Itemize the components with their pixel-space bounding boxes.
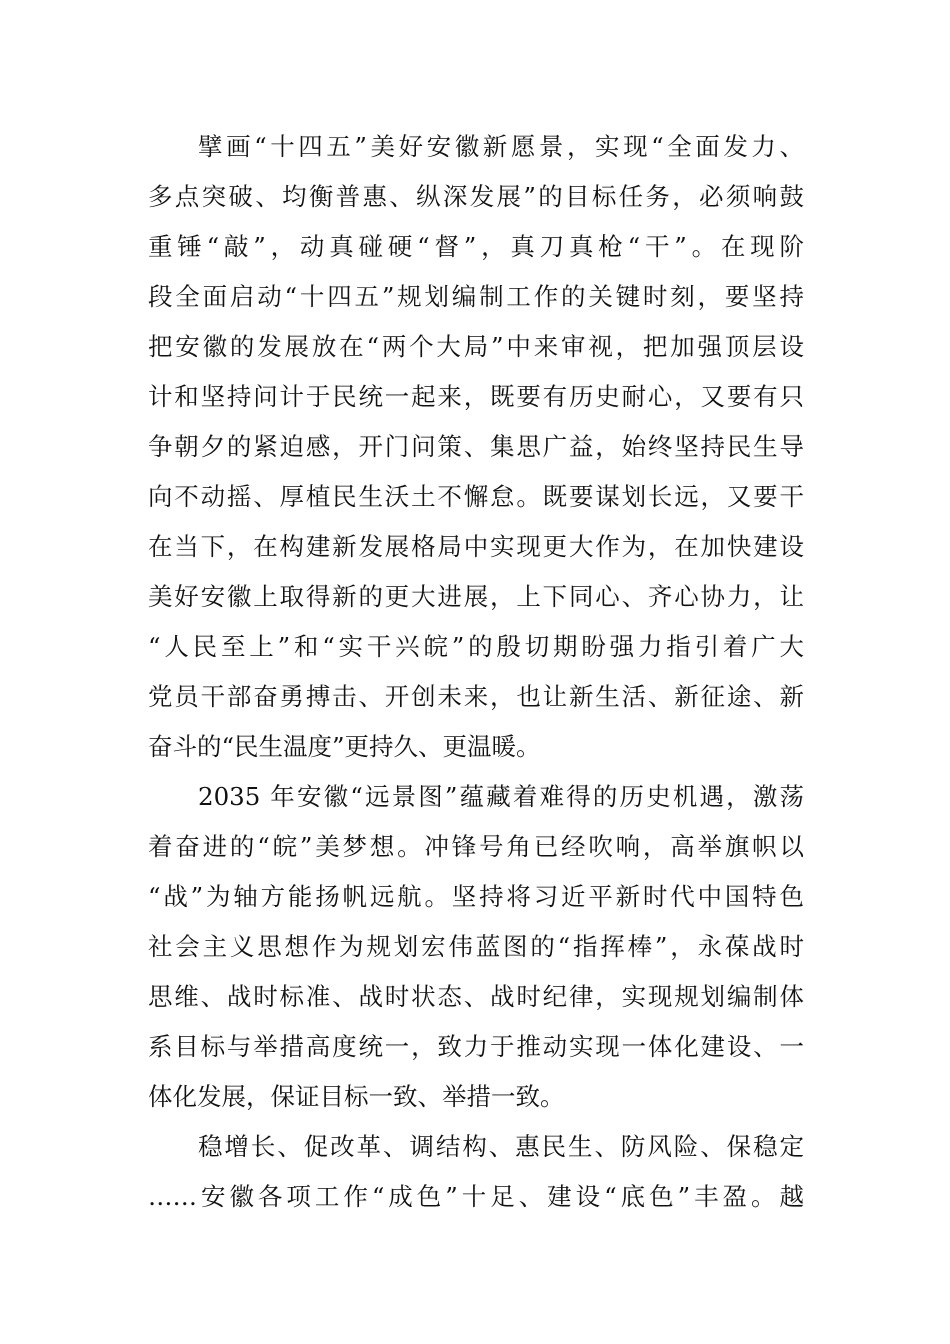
paragraph-2-line-4: 社会主义思想作为规划宏伟蓝图的“指挥棒”，永葆战时 <box>148 932 804 961</box>
paragraph-1-line-5: 把安徽的发展放在“两个大局”中来审视，把加强顶层设 <box>148 332 804 361</box>
paragraph-3-line-1: 稳增长、促改革、调结构、惠民生、防风险、保稳定 <box>198 1132 804 1161</box>
paragraph-3-line-2: ……安徽各项工作“成色”十足、建设“底色”丰盈。越 <box>148 1182 804 1211</box>
paragraph-2-line-6: 系目标与举措高度统一，致力于推动实现一体化建设、一 <box>148 1032 804 1061</box>
paragraph-1-line-3: 重锤“敲”，动真碰硬“督”，真刀真枪“干”。在现阶 <box>148 232 804 261</box>
paragraph-2-line-3: “战”为轴方能扬帆远航。坚持将习近平新时代中国特色 <box>148 882 804 911</box>
paragraph-2-line-1: 2035 年安徽“远景图”蕴藏着难得的历史机遇，激荡 <box>198 782 804 811</box>
paragraph-1-line-2: 多点突破、均衡普惠、纵深发展”的目标任务，必须响鼓 <box>148 182 804 211</box>
paragraph-1-line-13: 奋斗的“民生温度”更持久、更温暖。 <box>148 732 541 761</box>
paragraph-1-line-11: “人民至上”和“实干兴皖”的殷切期盼强力指引着广大 <box>148 632 804 661</box>
paragraph-1-line-1: 擘画“十四五”美好安徽新愿景，实现“全面发力、 <box>198 132 804 161</box>
paragraph-1-line-4: 段全面启动“十四五”规划编制工作的关键时刻，要坚持 <box>148 282 804 311</box>
paragraph-2-line-5: 思维、战时标准、战时状态、战时纪律，实现规划编制体 <box>148 982 804 1011</box>
paragraph-2-line-7: 体化发展，保证目标一致、举措一致。 <box>148 1082 565 1111</box>
paragraph-1-line-9: 在当下，在构建新发展格局中实现更大作为，在加快建设 <box>148 532 804 561</box>
paragraph-1-line-6: 计和坚持问计于民统一起来，既要有历史耐心，又要有只 <box>148 382 804 411</box>
paragraph-2-line-2: 着奋进的“皖”美梦想。冲锋号角已经吹响，高举旗帜以 <box>148 832 804 861</box>
paragraph-1-line-8: 向不动摇、厚植民生沃土不懈怠。既要谋划长远，又要干 <box>148 482 804 511</box>
paragraph-1-line-7: 争朝夕的紧迫感，开门问策、集思广益，始终坚持民生导 <box>148 432 804 461</box>
paragraph-1-line-10: 美好安徽上取得新的更大进展，上下同心、齐心协力，让 <box>148 582 804 611</box>
paragraph-1-line-12: 党员干部奋勇搏击、开创未来，也让新生活、新征途、新 <box>148 682 804 711</box>
